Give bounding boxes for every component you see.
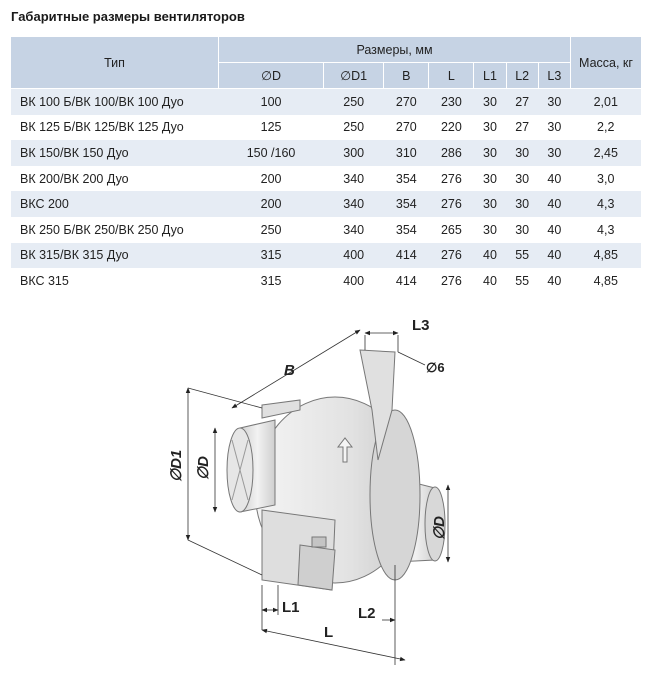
header-mass-label: Масса, кг [579,55,633,70]
row-size-value: 270 [384,115,429,141]
row-size-value: 276 [429,166,474,192]
row-size-value: 40 [474,243,506,269]
table-row [11,217,641,243]
row-size-value: 354 [384,166,429,192]
row-size-value: 286 [429,140,474,166]
label-l: L [324,624,334,641]
row-size-value: 30 [506,191,538,217]
row-size-value: 250 [324,89,384,115]
header-mass [571,37,642,89]
row-type-name: ВК 315/ВК 315 Дуо [11,243,219,269]
dimensions-table [11,37,641,294]
row-size-value: 55 [506,243,538,269]
row-size-value: 400 [324,243,384,269]
row-size-value: 400 [324,268,384,294]
row-size-value: 230 [429,89,474,115]
row-type-name: ВК 200/ВК 200 Дуо [11,166,219,192]
row-size-value: 315 [219,268,324,294]
header-l1: L1 [474,63,506,89]
row-size-value: 276 [429,191,474,217]
row-size-value: 100 [219,89,324,115]
row-size-value: 40 [538,191,570,217]
row-size-value: 30 [474,217,506,243]
row-size-value: 40 [538,243,570,269]
row-mass-value: 2,2 [571,115,642,141]
row-size-value: 220 [429,115,474,141]
row-size-value: 55 [506,268,538,294]
header-l2: L2 [506,63,538,89]
table-row [11,89,641,115]
row-size-value: 270 [384,89,429,115]
row-size-value: 354 [384,217,429,243]
row-type-name: ВК 150/ВК 150 Дуо [11,140,219,166]
row-size-value: 30 [474,115,506,141]
table-row [11,140,641,166]
row-size-value: 40 [538,217,570,243]
label-l1: L1 [282,599,300,616]
row-size-value: 30 [538,115,570,141]
table-row [11,191,641,217]
row-size-value: 30 [474,166,506,192]
row-size-value: 150 /160 [219,140,324,166]
row-size-value: 27 [506,89,538,115]
row-size-value: 250 [324,115,384,141]
row-mass-value: 4,85 [571,268,642,294]
header-d: ∅D [219,63,324,89]
label-d1: ∅D1 [168,449,185,482]
table-row [11,243,641,269]
row-size-value: 30 [538,89,570,115]
label-d-right: ∅D [431,516,448,540]
label-l2: L2 [358,605,376,622]
row-size-value: 354 [384,191,429,217]
header-b: B [384,63,429,89]
row-size-value: 40 [538,166,570,192]
header-sizes: Размеры, мм [219,37,571,63]
header-d1: ∅D1 [324,63,384,89]
row-mass-value: 2,45 [571,140,642,166]
row-mass-value: 3,0 [571,166,642,192]
label-hole: ∅6 [426,360,445,375]
fan-dimension-drawing [160,300,480,680]
row-size-value: 27 [506,115,538,141]
table-row [11,166,641,192]
row-size-value: 414 [384,268,429,294]
row-size-value: 250 [219,217,324,243]
row-size-value: 40 [538,268,570,294]
row-mass-value: 4,3 [571,191,642,217]
row-size-value: 30 [506,217,538,243]
row-type-name: ВК 250 Б/ВК 250/ВК 250 Дуо [11,217,219,243]
row-size-value: 300 [324,140,384,166]
row-size-value: 315 [219,243,324,269]
row-size-value: 125 [219,115,324,141]
header-l3: L3 [538,63,570,89]
row-size-value: 340 [324,217,384,243]
table-row [11,268,641,294]
row-size-value: 30 [538,140,570,166]
row-mass-value: 4,85 [571,243,642,269]
label-b: B [284,362,295,379]
row-size-value: 30 [474,140,506,166]
row-size-value: 414 [384,243,429,269]
row-size-value: 200 [219,166,324,192]
table-row [11,115,641,141]
row-size-value: 30 [474,191,506,217]
row-type-name: ВКС 200 [11,191,219,217]
row-type-name: ВКС 315 [11,268,219,294]
row-size-value: 340 [324,166,384,192]
label-l3: L3 [412,317,430,334]
label-d-left: ∅D [195,456,212,480]
row-mass-value: 2,01 [571,89,642,115]
row-size-value: 265 [429,217,474,243]
row-size-value: 30 [474,89,506,115]
row-size-value: 276 [429,268,474,294]
header-type: Тип [11,37,219,89]
row-size-value: 200 [219,191,324,217]
row-size-value: 30 [506,166,538,192]
row-size-value: 40 [474,268,506,294]
row-type-name: ВК 125 Б/ВК 125/ВК 125 Дуо [11,115,219,141]
row-size-value: 30 [506,140,538,166]
row-size-value: 310 [384,140,429,166]
page-title: Габаритные размеры вентиляторов [11,9,245,24]
row-size-value: 340 [324,191,384,217]
fan-body [227,350,445,590]
header-l: L [429,63,474,89]
row-size-value: 276 [429,243,474,269]
row-type-name: ВК 100 Б/ВК 100/ВК 100 Дуо [11,89,219,115]
row-mass-value: 4,3 [571,217,642,243]
